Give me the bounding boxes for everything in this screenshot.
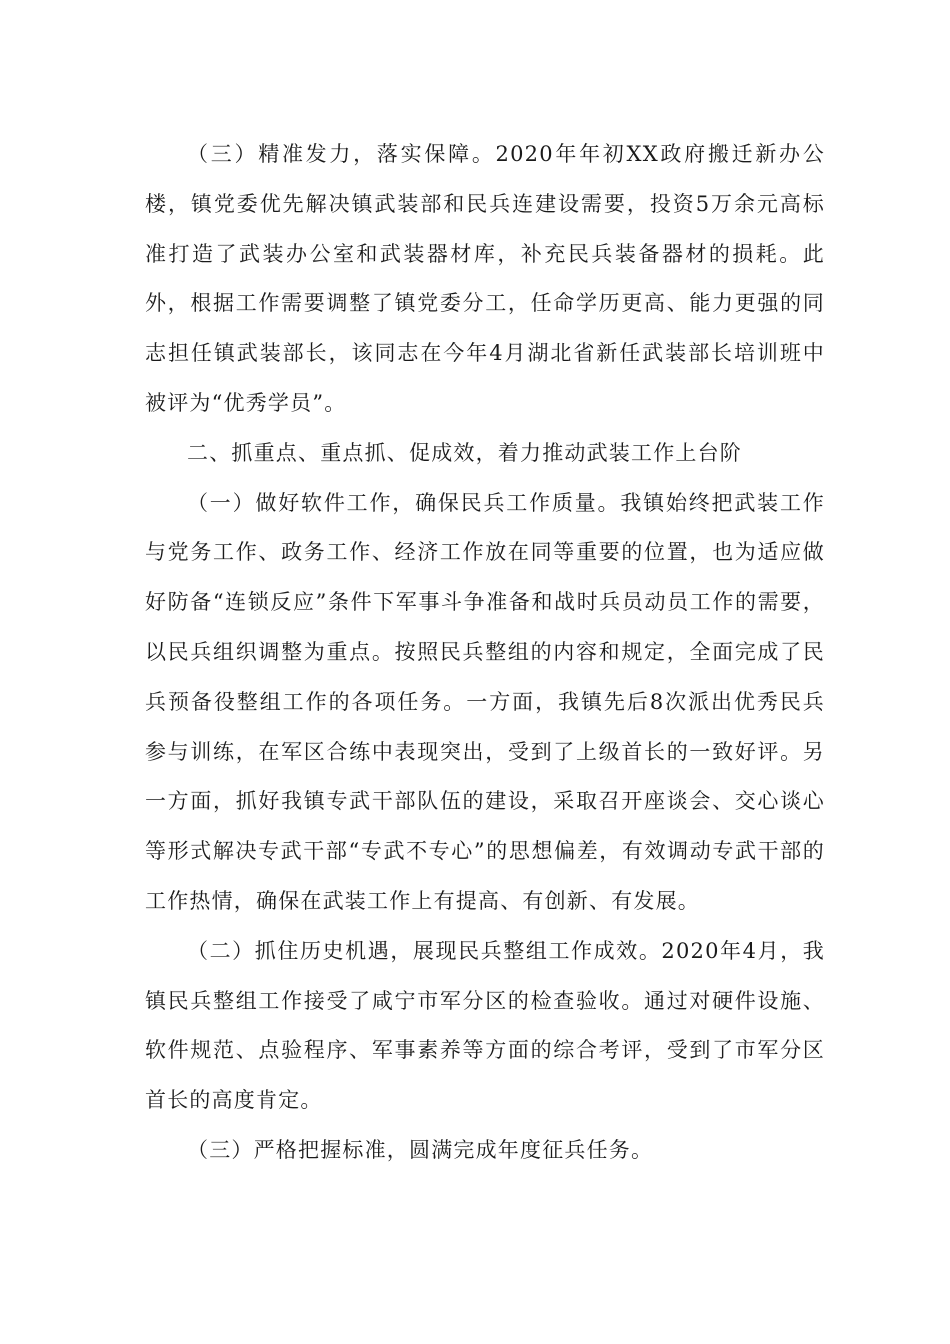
paragraph-conscription: （三）严格把握标准，圆满完成年度征兵任务。	[187, 1137, 654, 1162]
paragraph-guarantee: （三）精准发力，落实保障。2020年年初XX政府搬迁新办公楼，镇党委优先解决镇武装部和民兵连建设需要，投资5万余元高标准打造了武装办公室和武装器材库，补充民兵装备器材的损耗。此外，根据工作需要调整了镇党委分工，任命学历更高、能力更强的同志担任镇武装部长，该同志在今年4月湖北省新任武装部长培训班中被评为“优秀学员”。	[145, 142, 825, 415]
section-heading-two: 二、抓重点、重点抓、促成效，着力推动武装工作上台阶	[187, 440, 742, 465]
document-body	[145, 130, 825, 1176]
paragraph-militia-reorganization: （二）抓住历史机遇，展现民兵整组工作成效。2020年4月，我镇民兵整组工作接受了咸宁市军分区的检查验收。通过对硬件设施、软件规范、点验程序、军事素养等方面的综合考评，受到了市军分区首长的高度肯定。	[145, 938, 825, 1113]
paragraph-software-work: （一）做好软件工作，确保民兵工作质量。我镇始终把武装工作与党务工作、政务工作、经济工作放在同等重要的位置，也为适应做好防备“连锁反应”条件下军事斗争准备和战时兵员动员工作的需要，以民兵组织调整为重点。按照民兵整组的内容和规定，全面完成了民兵预备役整组工作的各项任务。一方面，我镇先后8次派出优秀民兵参与训练，在军区合练中表现突出，受到了上级首长的一致好评。另一方面，抓好我镇专武干部队伍的建设，采取召开座谈会、交心谈心等形式解决专武干部“专武不专心”的思想偏差，有效调动专武干部的工作热情，确保在武装工作上有提高、有创新、有发展。	[145, 490, 825, 913]
